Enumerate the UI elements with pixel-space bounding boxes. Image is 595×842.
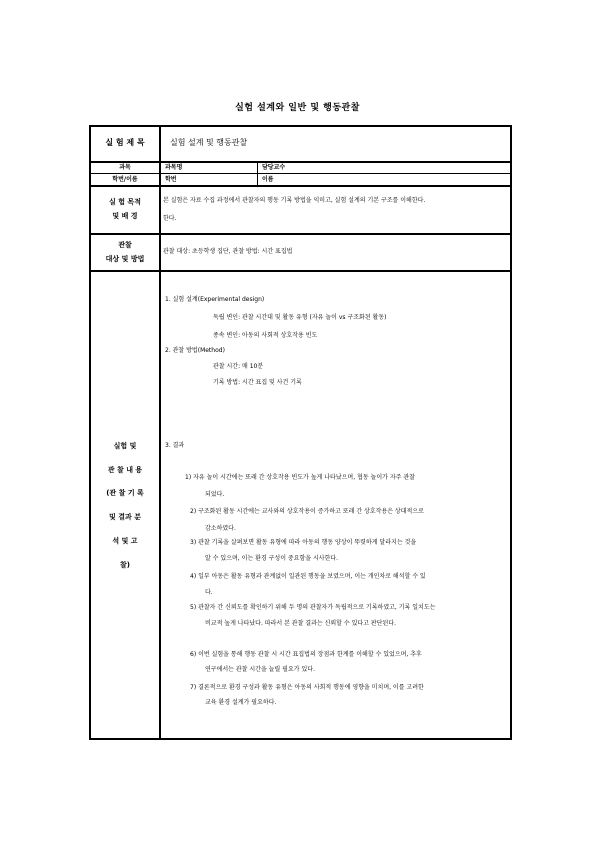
- method-label-line1: 관찰: [118, 241, 132, 249]
- main-line: 교육 환경 설계가 필요하다.: [205, 699, 277, 706]
- meta2-col3: 이름: [262, 176, 274, 183]
- main-label-line: 관 찰 내 용: [107, 466, 143, 474]
- row-line: [89, 233, 512, 235]
- main-label-line: 실험 및: [113, 442, 137, 450]
- purpose-label-line1: 실 험 목적: [109, 198, 141, 206]
- main-line: 알 수 있으며, 이는 환경 구성이 중요함을 시사한다.: [205, 555, 339, 562]
- subject-value: 실험 설계 및 행동관찰: [170, 138, 248, 147]
- subject-label: 실 험 제 목: [105, 138, 145, 147]
- document-title: 실험 설계와 일반 및 행동관찰: [235, 103, 360, 113]
- meta1-col2: 과목명: [165, 164, 183, 171]
- main-label-line: 찰): [120, 561, 130, 569]
- main-line: 1. 실험 설계(Experimental design): [165, 296, 265, 303]
- main-line: 감소하였다.: [205, 525, 236, 532]
- main-label-line: 및 결과 분: [109, 513, 141, 521]
- main-line: 연구에서는 관찰 시간을 늘릴 필요가 있다.: [205, 666, 315, 673]
- main-line: 관찰 시간: 매 10분: [213, 363, 264, 370]
- meta2-col2: 학번: [165, 176, 177, 183]
- main-line: 2) 구조화된 활동 시간에는 교사와의 상호작용이 증가하고 또래 간 상호작용은 상대적으로: [190, 508, 424, 515]
- main-line: 3) 관찰 기록을 살펴보면 활동 유형에 따라 아동의 행동 양상이 뚜렷하게 달라지는 것을: [190, 539, 417, 546]
- column-divider: [159, 125, 161, 740]
- main-line: 다.: [205, 589, 213, 596]
- main-line: 기록 방법: 시간 표집 및 사건 기록: [213, 379, 302, 386]
- row-line: [89, 173, 512, 174]
- purpose-text-line2: 한다.: [163, 215, 177, 222]
- main-line: 6) 이번 실험을 통해 행동 관찰 시 시간 표집법의 장점과 한계를 이해할 수 있었으며, 추후: [190, 651, 422, 658]
- main-line: 2. 관찰 방법(Method): [165, 347, 225, 354]
- row-line: [89, 270, 512, 272]
- main-label-line: 석 및 고: [112, 537, 138, 545]
- main-line: 7) 결론적으로 환경 구성과 활동 유형은 아동의 사회적 행동에 영향을 미치며, 이를 고려한: [190, 684, 424, 691]
- purpose-text-line1: 본 실험은 자료 수집 과정에서 관찰자의 행동 기록 방법을 익히고, 실험 설계의 기본 구조를 이해한다.: [163, 197, 426, 204]
- main-line: 독립 변인: 관찰 시간대 및 활동 유형 (자유 놀이 vs 구조화된 활동): [213, 314, 387, 321]
- main-line: 5) 관찰자 간 신뢰도를 확인하기 위해 두 명의 관찰자가 독립적으로 기록하였고, 기록 일치도는: [190, 604, 436, 611]
- purpose-label-line2: 및 배 경: [112, 212, 138, 220]
- main-label-line: (관 찰 기 록: [106, 489, 144, 497]
- meta1-label: 과목: [119, 164, 131, 171]
- meta2-label: 학번/이름: [112, 176, 138, 183]
- main-line: 비교적 높게 나타났다. 따라서 본 관찰 결과는 신뢰할 수 있다고 판단된다.: [205, 620, 396, 627]
- method-label-line2: 대상 및 방법: [105, 255, 145, 263]
- main-line: 되었다.: [205, 491, 225, 498]
- main-line: 3. 결과: [165, 442, 185, 449]
- method-text: 관찰 대상: 초등학생 집단, 관찰 방법: 시간 표집법: [163, 248, 293, 255]
- row-line: [89, 185, 512, 187]
- main-line: 1) 자유 놀이 시간에는 또래 간 상호작용 빈도가 높게 나타났으며, 협동 놀이가 자주 관찰: [185, 474, 415, 481]
- main-line: 종속 변인: 아동의 사회적 상호작용 빈도: [213, 332, 318, 339]
- main-line: 4) 일부 아동은 활동 유형과 관계없이 일관된 행동을 보였으며, 이는 개인차로 해석할 수 있: [190, 573, 426, 580]
- meta1-col3: 담당교수: [262, 164, 286, 171]
